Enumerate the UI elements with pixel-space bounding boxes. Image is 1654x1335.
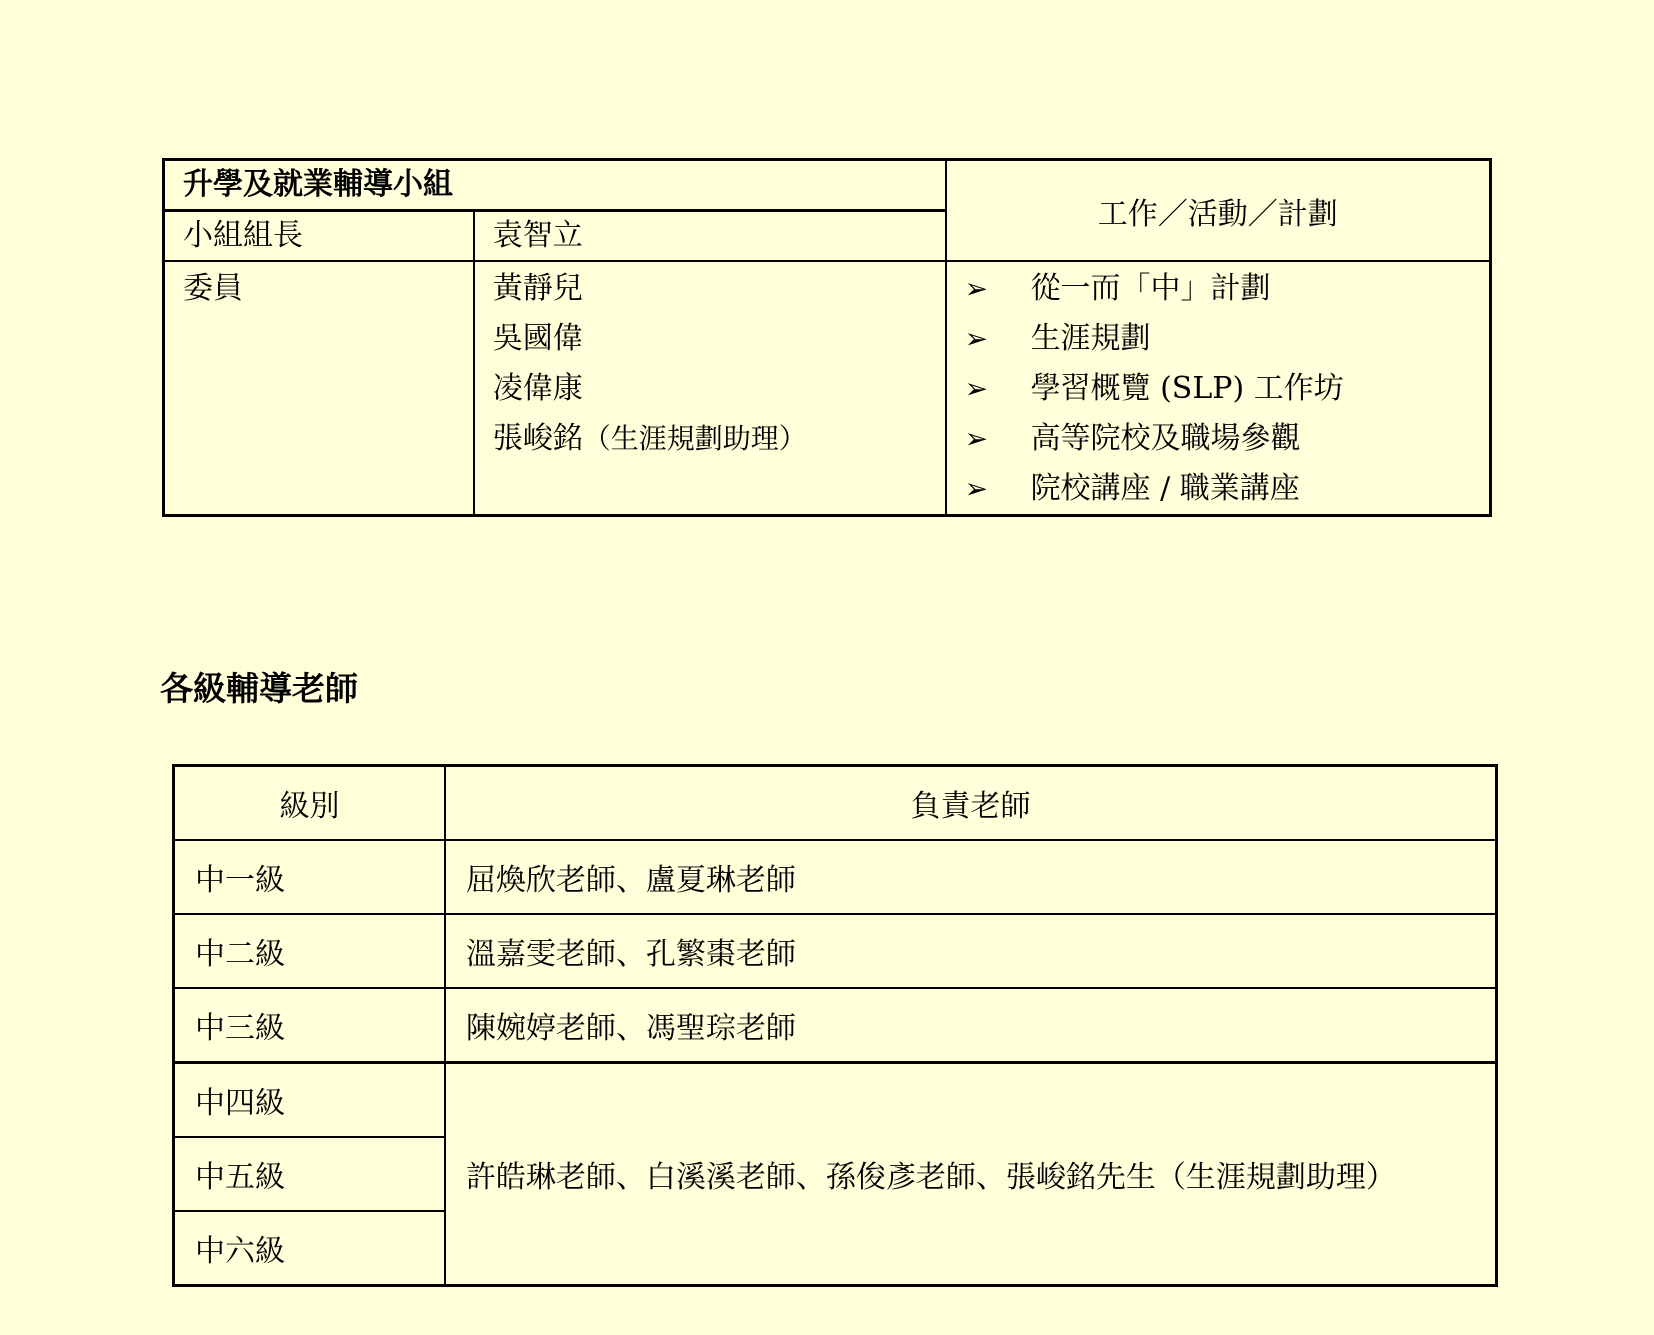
table-row bbox=[174, 914, 1497, 988]
works-header: 工作／活動／計劃 bbox=[946, 160, 1491, 262]
activity-item: ➢ 學習概覽 (SLP) 工作坊 bbox=[965, 364, 1489, 414]
teachers-column-header: 負責老師 bbox=[445, 766, 1497, 841]
level-cell: 中四級 bbox=[174, 1063, 445, 1138]
table-row bbox=[174, 988, 1497, 1063]
arrow-bullet-icon: ➢ bbox=[964, 272, 989, 305]
career-team-table bbox=[162, 158, 1492, 517]
arrow-bullet-icon: ➢ bbox=[964, 322, 989, 355]
tutor-table bbox=[172, 764, 1498, 1287]
teachers-cell: 溫嘉雯老師、孔繁棗老師 bbox=[445, 914, 1497, 988]
level-cell: 中五級 bbox=[174, 1137, 445, 1211]
leader-name: 袁智立 bbox=[474, 211, 946, 262]
level-cell: 中一級 bbox=[174, 840, 445, 914]
activity-item: ➢ 高等院校及職場參觀 bbox=[965, 414, 1489, 464]
teachers-cell: 陳婉婷老師、馮聖琮老師 bbox=[445, 988, 1497, 1063]
arrow-bullet-icon: ➢ bbox=[964, 472, 989, 505]
members-label: 委員 bbox=[183, 271, 243, 306]
activity-item: ➢ 生涯規劃 bbox=[965, 314, 1489, 364]
leader-label: 小組組長 bbox=[164, 211, 474, 262]
level-column-header: 級別 bbox=[174, 766, 445, 841]
activities-list bbox=[946, 261, 1491, 516]
member-name: 吳國偉 bbox=[492, 321, 583, 356]
table-row bbox=[174, 840, 1497, 914]
section-heading: 各級輔導老師 bbox=[160, 669, 358, 708]
level-cell: 中三級 bbox=[174, 988, 445, 1063]
merged-teachers-cell: 許皓琳老師、白溪溪老師、孫俊彥老師、張峻銘先生（生涯規劃助理） bbox=[445, 1063, 1497, 1286]
activity-item: ➢ 從一而「中」計劃 bbox=[965, 264, 1489, 314]
member-name: 凌偉康 bbox=[492, 371, 583, 406]
level-cell: 中六級 bbox=[174, 1211, 445, 1286]
member-note: （生涯規劃助理） bbox=[582, 422, 807, 455]
member-name: 張峻銘（生涯規劃助理） bbox=[492, 421, 807, 456]
members-label-cell bbox=[164, 261, 474, 516]
members-list bbox=[474, 261, 946, 516]
arrow-bullet-icon: ➢ bbox=[964, 422, 989, 455]
teachers-cell: 屈煥欣老師、盧夏琳老師 bbox=[445, 840, 1497, 914]
member-name: 黃靜兒 bbox=[492, 271, 583, 306]
table-row bbox=[174, 1063, 1497, 1138]
arrow-bullet-icon: ➢ bbox=[964, 372, 989, 405]
team-title: 升學及就業輔導小組 bbox=[164, 160, 946, 211]
activity-item: ➢ 院校講座 / 職業講座 bbox=[965, 464, 1489, 514]
level-cell: 中二級 bbox=[174, 914, 445, 988]
